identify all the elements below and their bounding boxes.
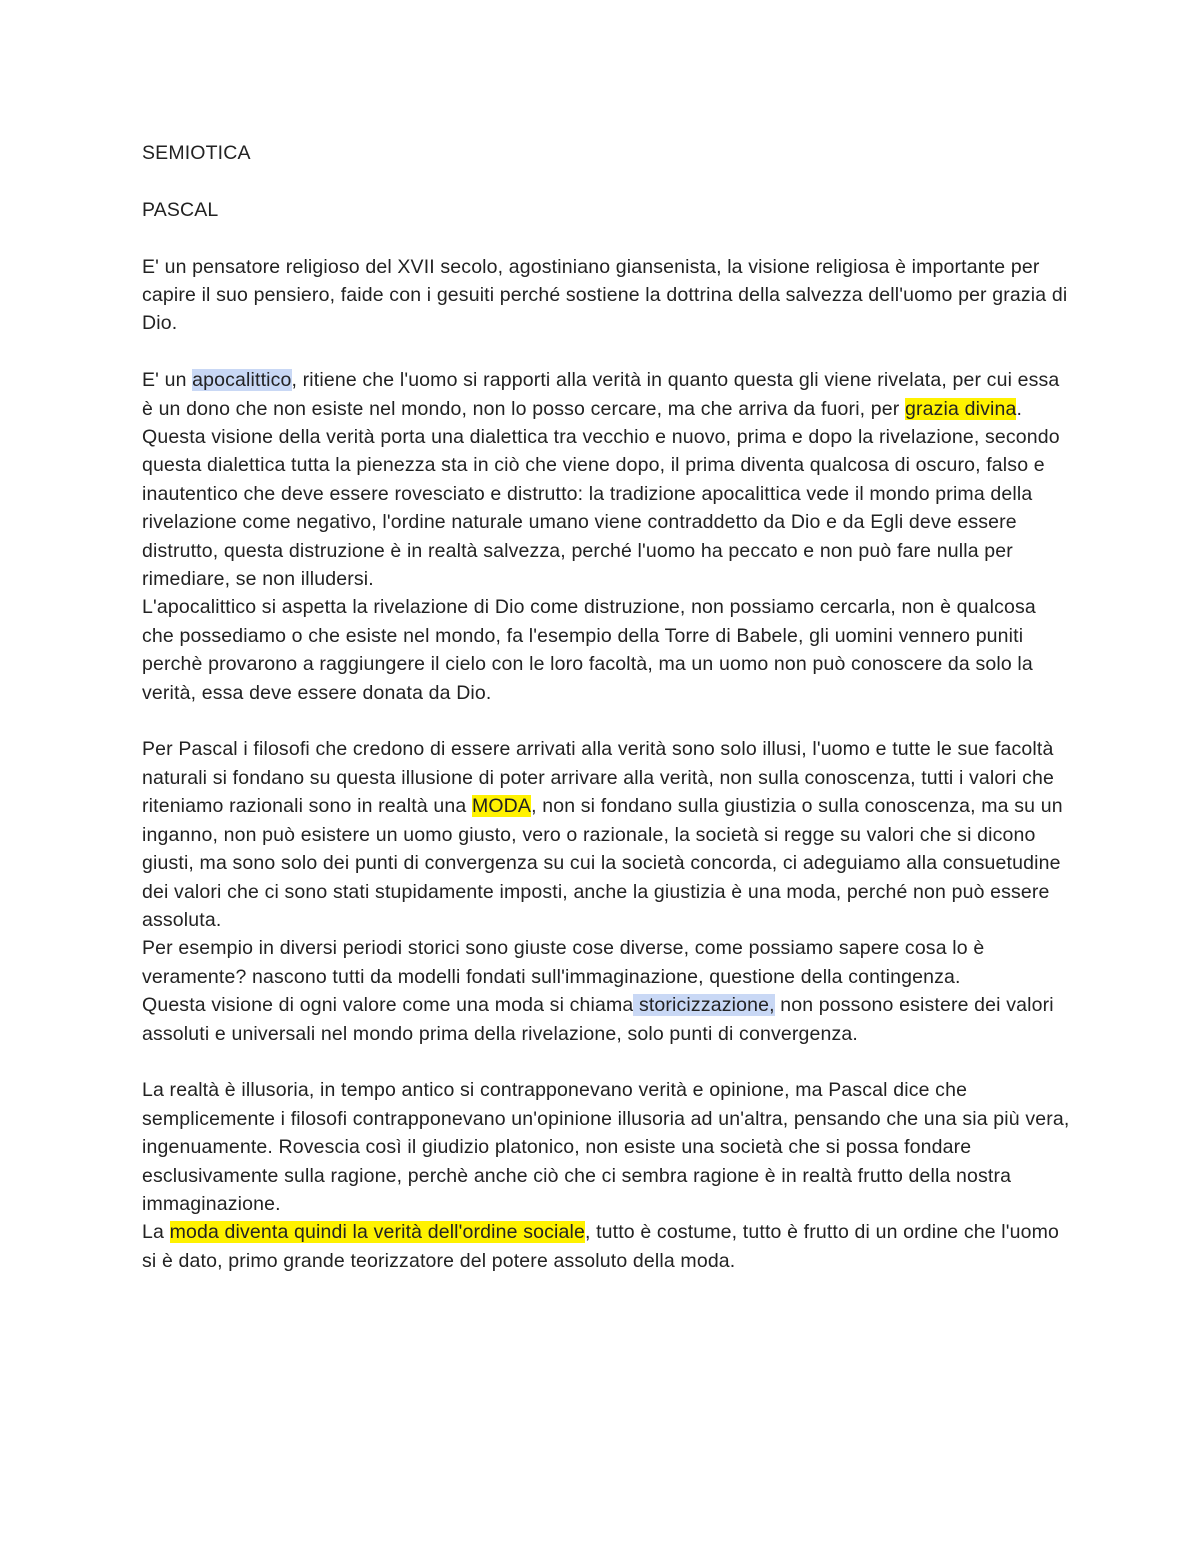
- paragraph-gap: [142, 707, 1072, 735]
- text-run: non possono esistere dei valori assoluti e universali nel mondo prima della rivelazione, solo punti di convergenza.: [142, 994, 1054, 1045]
- highlight-grazia-divina: grazia divina: [905, 397, 1017, 420]
- paragraph-storicizzazione: [142, 991, 1072, 1048]
- highlight-apocalittico: apocalittico: [192, 369, 292, 392]
- document-subtitle: PASCAL: [142, 198, 219, 221]
- document-page: [142, 139, 1072, 1275]
- text-run: , ritiene che l'uomo si rapporti alla verità in quanto questa gli viene rivelata, per cui essa è un dono che non esiste nel mondo, non lo posso cercare, ma che arriva da fuori, per: [142, 369, 1060, 420]
- text-run: , non si fondano sulla giustizia o sulla conoscenza, ma su un inganno, non può esistere un uomo giusto, vero o razionale, la società si regge su valori che si dicono giusti, ma sono solo dei punti di convergenza su cui la società concorda, ci adeguiamo alla consuetudine dei valori che ci sono stati stupidamente imposti, anche la giustizia è una moda, perché non può essere assoluta.: [142, 795, 1063, 931]
- paragraph-esempio: Per esempio in diversi periodi storici sono giuste cose diverse, come possiamo sapere cosa lo è veramente? nascono tutti da modelli fondati sull'immaginazione, questione della contingenza.: [142, 937, 985, 988]
- paragraph-gap: [142, 338, 1072, 366]
- paragraph-ordine-sociale: [142, 1218, 1072, 1275]
- text-run: , tutto è costume, tutto è frutto di un ordine che l'uomo si è dato, primo grande teorizzatore del potere assoluto della moda.: [142, 1221, 1060, 1272]
- document-title: SEMIOTICA: [142, 142, 251, 164]
- paragraph-apocalittico: [142, 366, 1072, 423]
- paragraph-moda: [142, 735, 1072, 934]
- text-run: Questa visione di ogni valore come una moda si chiama: [142, 994, 634, 1017]
- text-run: E' un: [142, 369, 193, 392]
- text-run: La: [142, 1221, 170, 1244]
- highlight-moda: MODA: [471, 795, 532, 818]
- highlight-moda-verita: moda diventa quindi la verità dell'ordine sociale: [169, 1221, 585, 1244]
- text-run: .: [1016, 397, 1023, 420]
- text-run: Per Pascal i filosofi che credono di essere arrivati alla verità sono solo illusi, l'uomo e tutte le sue facoltà naturali si fondano su questa illusione di poter arrivare alla verità, non sulla conoscenza, tutti i valori che riteniamo razionali sono in realtà una: [142, 738, 1054, 818]
- paragraph-intro: E' un pensatore religioso del XVII secolo, agostiniano giansenista, la visione religiosa è importante per capire il suo pensiero, faide con i gesuiti perché sostiene la dottrina della salvezza dell'uomo per grazia di Dio.: [142, 255, 1068, 335]
- paragraph-gap: [142, 1048, 1072, 1076]
- paragraph-dialettica: Questa visione della verità porta una dialettica tra vecchio e nuovo, prima e dopo la rivelazione, secondo questa dialettica tutta la pienezza sta in ciò che viene dopo, il prima diventa qualcosa di oscuro, falso e inautentico che deve essere rovesciato e distrutto: la tradizione apocalittica vede il mondo prima della rivelazione come negativo, l'ordine naturale umano viene contraddetto da Dio e da Egli deve essere distrutto, questa distruzione è in realtà salvezza, perché l'uomo ha peccato e non può fare nulla per rimediare, se non illudersi.: [142, 426, 1060, 591]
- paragraph-realta: La realtà è illusoria, in tempo antico si contrapponevano verità e opinione, ma Pascal dice che semplicemente i filosofi contrapponevano un'opinione illusoria ad un'altra, pensando che una sia più vera, ingenuamente. Rovescia così il giudizio platonico, non esiste una società che si possa fondare esclusivamente sulla ragione, perchè anche ciò che ci sembra ragione è in realtà frutto della nostra immaginazione.: [142, 1079, 1070, 1215]
- highlight-storicizzazione: storicizzazione,: [633, 994, 775, 1017]
- paragraph-rivelazione: L'apocalittico si aspetta la rivelazione di Dio come distruzione, non possiamo cercarla, non è qualcosa che possediamo o che esiste nel mondo, fa l'esempio della Torre di Babele, gli uomini vennero puniti perchè provarono a raggiungere il cielo con le loro facoltà, ma un uomo non può conoscere da solo la verità, essa deve essere donata da Dio.: [142, 596, 1036, 704]
